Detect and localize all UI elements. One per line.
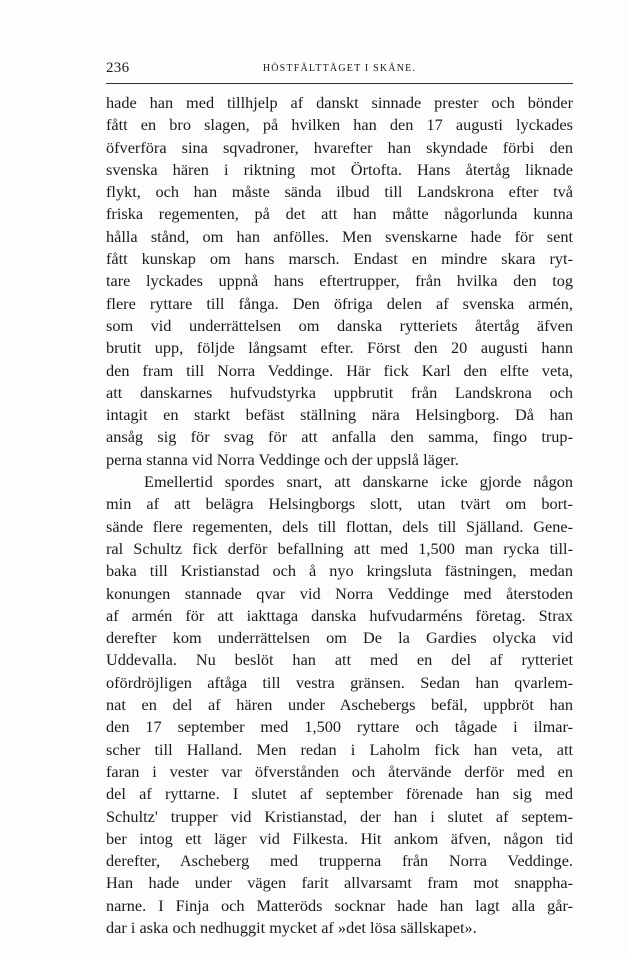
text-line: faran i vester var öfverstånden och återvände derför med en — [106, 761, 573, 781]
text-line: perna stanna vid Norra Veddinge och der uppslå läger. — [106, 449, 459, 469]
text-line: dar i aska och nedhuggit mycket af »det lösa sällskapet». — [106, 917, 477, 937]
text-line: den fram till Norra Veddinge. Här fick Karl den elfte veta, — [106, 360, 573, 380]
text-line: baka till Kristianstad och å nyo kringsluta fästningen, medan — [106, 561, 573, 581]
text-line: fått en bro slagen, på hvilken han den 17 augusti lyckades — [106, 115, 573, 135]
text-line: ansåg sig för svag för att anfalla den samma, fingo trup- — [106, 427, 573, 447]
text-line: den 17 september med 1,500 ryttare och tågade i ilmar- — [106, 717, 573, 737]
text-line: scher till Halland. Men redan i Laholm fick han veta, att — [106, 739, 573, 759]
text-line: Emellertid spordes snart, att danskarne icke gjorde någon — [144, 472, 573, 492]
page-number: 236 — [106, 60, 130, 76]
text-line: derefter kom underrättelsen om De la Gardies olycka vid — [106, 628, 573, 648]
text-line: ral Schultz fick derför befallning att med 1,500 man rycka till- — [106, 538, 573, 558]
text-line: narne. I Finja och Matteröds socknar hade han lagt alla går- — [106, 895, 573, 915]
text-line: flere ryttare till fånga. Den öfriga delen af svenska armén, — [106, 293, 573, 313]
text-line: hade han med tillhjelp af danskt sinnade prester och bönder — [106, 93, 573, 112]
text-line: öfverföra sina sqvadroner, hvarefter han skyndade förbi den — [106, 137, 573, 157]
text-line: derefter, Ascheberg med trupperna från Norra Veddinge. — [106, 851, 573, 871]
text-line: Schultz' trupper vid Kristianstad, der han i slutet af septem- — [106, 806, 573, 826]
text-line: tare lyckades uppnå hans eftertrupper, från hvilka den tog — [106, 271, 573, 291]
text-line: nat en del af hären under Aschebergs befäl, uppbröt han — [106, 695, 573, 715]
text-line: ofördröjligen aftåga till vestra gränsen. Sedan han qvarlem- — [106, 672, 573, 692]
text-line: flykt, och han måste sända ilbud till Landskrona efter två — [106, 182, 573, 202]
text-line: intagit en starkt befäst ställning nära Helsingborg. Då han — [106, 405, 573, 425]
text-line: min af att belägra Helsingborgs slott, utan tvärt om bort- — [106, 494, 573, 514]
text-line: sände flere regementen, dels till flottan, dels till Själland. Gene- — [106, 516, 573, 536]
text-line: att danskarnes hufvudstyrka uppbrutit från Landskrona och — [106, 382, 573, 402]
body-text — [106, 92, 573, 939]
text-line: Han hade under vägen farit allvarsamt fram mot snappha- — [106, 873, 573, 893]
text-line: friska regementen, på det att han måtte någorlunda kunna — [106, 204, 573, 224]
text-line: konungen stannade qvar vid Norra Veddinge med återstoden — [106, 583, 573, 603]
text-line: Uddevalla. Nu beslöt han att med en del af rytteriet — [106, 650, 573, 670]
text-line: ber intog ett läger vid Filkesta. Hit ankom äfven, någon tid — [106, 828, 573, 848]
running-title: HÖSTFÄLTTÅGET I SKÅNE. — [262, 63, 417, 74]
text-line: hålla stånd, om han anfölles. Men svenskarne hade för sent — [106, 226, 573, 246]
text-line: som vid underrättelsen om danska rytteriets återtåg äfven — [106, 315, 573, 335]
header-rule — [106, 83, 573, 84]
running-head — [106, 60, 573, 80]
text-line: brutit upp, följde långsamt efter. Först den 20 augusti hann — [106, 338, 573, 358]
text-line: svenska hären i riktning mot Örtofta. Hans återtåg liknade — [106, 159, 573, 179]
text-line: af armén för att iakttaga danska hufvudarméns företag. Strax — [106, 605, 573, 625]
text-line: fått kunskap om hans marsch. Endast en mindre skara ryt- — [106, 249, 573, 269]
text-line: del af ryttarne. I slutet af september förenade han sig med — [106, 784, 573, 804]
